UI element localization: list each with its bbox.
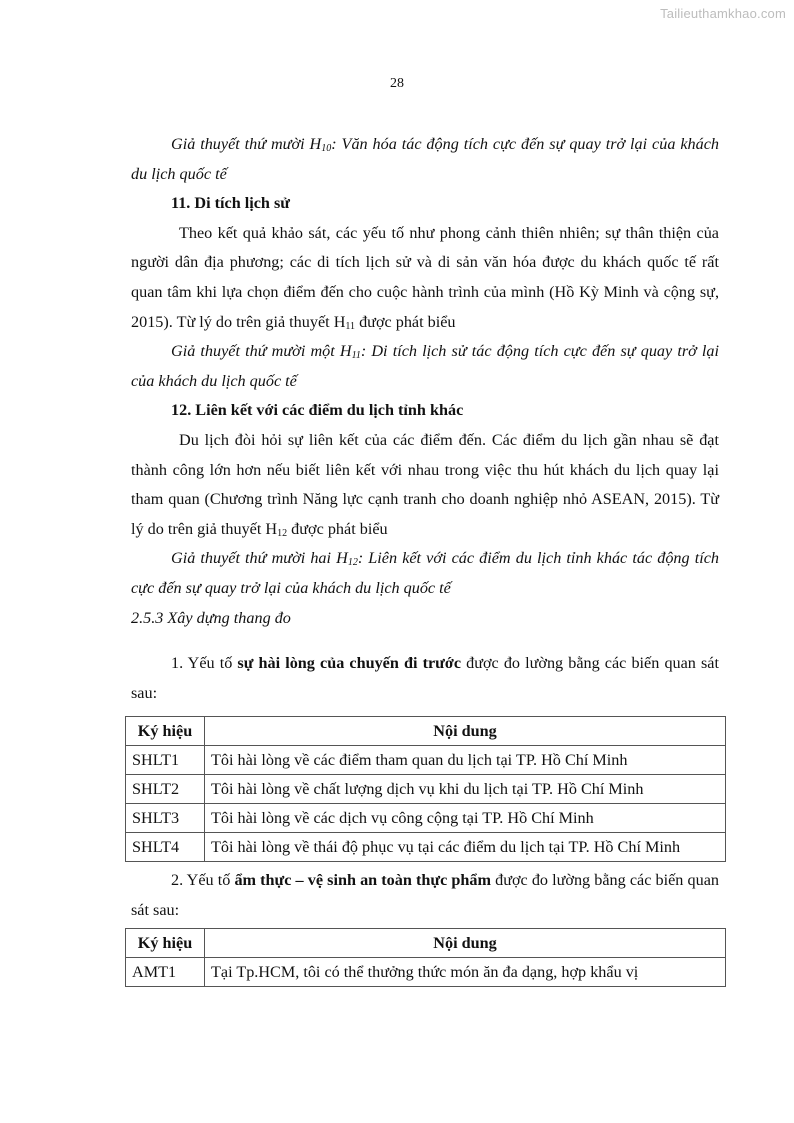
header-content: Nội dung bbox=[205, 929, 726, 958]
paragraph-provincial-links: Du lịch đòi hỏi sự liên kết của các điểm đến. Các điểm du lịch gần nhau sẽ đạt thành công lớn hơn nếu biết liên kết với nhau trong việc thu hút khách du lịch quay lại tham quan (Chương trình Năng lực cạnh tranh cho doanh nghiệp nhỏ ASEAN, 2015). Từ lý do trên giả thuyết $H_{12}$ được phát biểu bbox=[131, 430, 719, 539]
cell-content: Tôi hài lòng về chất lượng dịch vụ khi du lịch tại TP. Hồ Chí Minh bbox=[205, 775, 726, 804]
cell-code: SHLT3 bbox=[126, 804, 205, 833]
hypothesis-h10: Giả thuyết thứ mười $H_{10}$: Văn hóa tác động tích cực đến sự quay trở lại của khách du lịch quốc tế bbox=[131, 135, 719, 183]
cell-code: SHLT1 bbox=[126, 746, 205, 775]
table-row bbox=[126, 775, 726, 804]
table-food-safety bbox=[125, 928, 726, 987]
page-number: 28 bbox=[390, 76, 404, 91]
cell-content: Tại Tp.HCM, tôi có thể thưởng thức món ăn đa dạng, hợp khẩu vị bbox=[205, 958, 726, 987]
cell-content: Tôi hài lòng về các điểm tham quan du lịch tại TP. Hồ Chí Minh bbox=[205, 746, 726, 775]
table-row bbox=[126, 833, 726, 862]
table-row bbox=[126, 746, 726, 775]
header-code: Ký hiệu bbox=[126, 929, 205, 958]
cell-content: Tôi hài lòng về các dịch vụ công cộng tại TP. Hồ Chí Minh bbox=[205, 804, 726, 833]
subsection-title: 2.5.3 Xây dựng thang đo bbox=[131, 608, 291, 627]
factor-2-intro: 2. Yếu tố ẩm thực – vệ sinh an toàn thực phẩm được đo lường bằng các biến quan sát sau: bbox=[131, 871, 719, 919]
heading-provincial-links: 12. Liên kết với các điểm du lịch tỉnh khác bbox=[171, 401, 464, 420]
factor-2-block bbox=[131, 866, 719, 925]
header-code: Ký hiệu bbox=[126, 717, 205, 746]
hypothesis-h12: Giả thuyết thứ mười hai $H_{12}$: Liên kết với các điểm du lịch tỉnh khác tác động tích cực đến sự quay trở lại của khách du lịch quốc tế bbox=[131, 549, 719, 597]
table-header-row bbox=[126, 717, 726, 746]
document-body bbox=[131, 130, 719, 708]
cell-code: AMT1 bbox=[126, 958, 205, 987]
cell-code: SHLT4 bbox=[126, 833, 205, 862]
watermark: Tailieuthamkhao.com bbox=[660, 6, 786, 21]
cell-code: SHLT2 bbox=[126, 775, 205, 804]
paragraph-historical-sites: Theo kết quả khảo sát, các yếu tố như phong cảnh thiên nhiên; sự thân thiện của người dân địa phương; các di tích lịch sử và di sản văn hóa được du khách quốc tế rất quan tâm khi lựa chọn điểm đến cho cuộc hành trình của mình (Hồ Kỳ Minh và cộng sự, 2015). Từ lý do trên giả thuyết $H_{11}$ được phát biểu bbox=[131, 223, 719, 332]
table-row bbox=[126, 804, 726, 833]
heading-historical-sites: 11. Di tích lịch sử bbox=[171, 194, 290, 213]
factor-1-intro: 1. Yếu tố sự hài lòng của chuyến đi trước được đo lường bằng các biến quan sát sau: bbox=[131, 654, 719, 702]
header-content: Nội dung bbox=[205, 717, 726, 746]
cell-content: Tôi hài lòng về thái độ phục vụ tại các điểm du lịch tại TP. Hồ Chí Minh bbox=[205, 833, 726, 862]
hypothesis-h11: Giả thuyết thứ mười một $H_{11}$: Di tích lịch sử tác động tích cực đến sự quay trở lại của khách du lịch quốc tế bbox=[131, 342, 719, 390]
table-row bbox=[126, 958, 726, 987]
table-header-row bbox=[126, 929, 726, 958]
table-previous-trip-satisfaction bbox=[125, 716, 726, 862]
